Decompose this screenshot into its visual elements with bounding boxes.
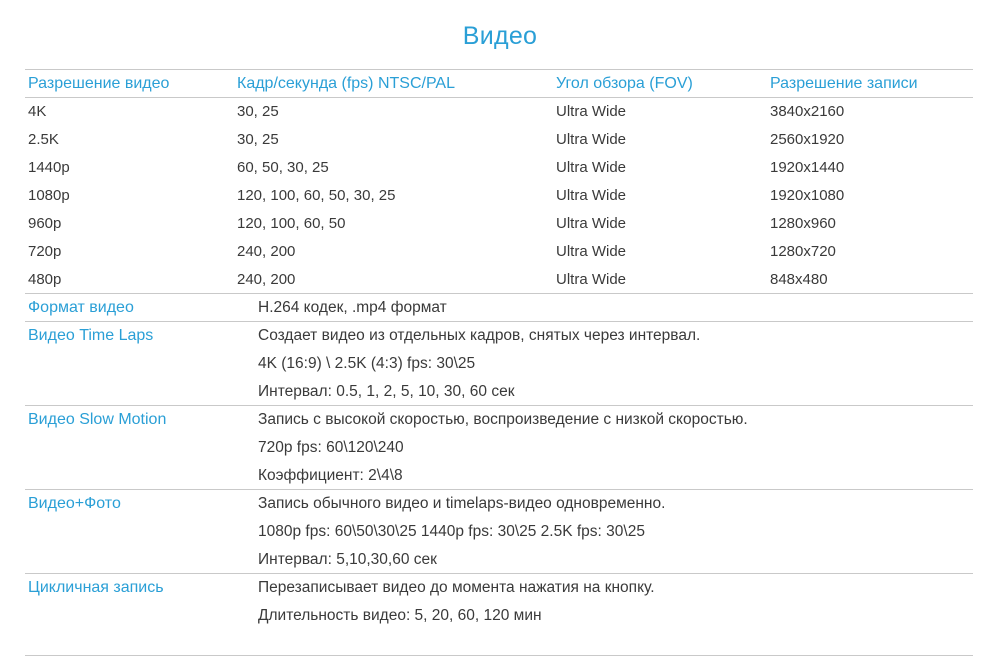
column-header: Угол обзора (FOV) (556, 75, 693, 92)
table-cell: Ultra Wide (556, 243, 627, 260)
table-cell: 3840x2160 (770, 103, 845, 120)
table-cell: 240, 200 (237, 243, 296, 260)
spec-value: Запись с высокой скоростью, воспроизведение с низкой скоростью. (258, 411, 748, 428)
table-cell: 1920x1440 (770, 159, 845, 176)
table-cell: Ultra Wide (556, 103, 627, 120)
page-title: Видео (462, 22, 538, 50)
table-cell: 848x480 (770, 271, 828, 288)
spec-value: 4K (16:9) \ 2.5K (4:3) fps: 30\25 (258, 355, 476, 372)
table-cell: 1280x720 (770, 243, 836, 260)
table-cell: Ultra Wide (556, 215, 627, 232)
table-cell: 960p (28, 215, 62, 232)
spec-label: Формат видео (28, 299, 134, 316)
table-row (25, 154, 973, 182)
table-cell: Ultra Wide (556, 271, 627, 288)
spec-value: Интервал: 0.5, 1, 2, 5, 10, 30, 60 сек (258, 383, 515, 400)
divider (25, 655, 973, 656)
table-row (25, 126, 973, 154)
table-row (25, 182, 973, 210)
spec-label: Видео Slow Motion (28, 411, 167, 428)
spec-value: 720p fps: 60\120\240 (258, 439, 404, 456)
spec-value: 1080p fps: 60\50\30\25 1440p fps: 30\25 2.5K fps: 30\25 (258, 523, 645, 540)
spec-value: H.264 кодек, .mp4 формат (258, 299, 447, 316)
spec-value: Длительность видео: 5, 20, 60, 120 мин (258, 607, 542, 624)
table-cell: Ultra Wide (556, 187, 627, 204)
spec-value: Создает видео из отдельных кадров, снятых через интервал. (258, 327, 701, 344)
spec-label: Видео Time Laps (28, 327, 154, 344)
table-cell: 1440p (28, 159, 70, 176)
resolution-table (25, 70, 973, 294)
column-header: Кадр/секунда (fps) NTSC/PAL (237, 75, 455, 92)
table-cell: 1280x960 (770, 215, 836, 232)
table-cell: 2560x1920 (770, 131, 845, 148)
table-cell: 240, 200 (237, 271, 296, 288)
spec-label: Видео+Фото (28, 495, 121, 512)
table-header-row (25, 70, 973, 98)
table-cell: 120, 100, 60, 50, 30, 25 (237, 187, 396, 204)
table-row (25, 238, 973, 266)
table-cell: 4K (28, 103, 47, 120)
table-cell: 120, 100, 60, 50 (237, 215, 346, 232)
spec-value: Интервал: 5,10,30,60 сек (258, 551, 437, 568)
table-row (25, 98, 973, 126)
table-cell: 1920x1080 (770, 187, 845, 204)
table-cell: Ultra Wide (556, 131, 627, 148)
spec-value: Коэффициент: 2\4\8 (258, 467, 403, 484)
table-cell: 2.5K (28, 131, 59, 148)
table-row (25, 266, 973, 294)
spec-label: Цикличная запись (28, 579, 164, 596)
spec-value: Запись обычного видео и timelaps-видео одновременно. (258, 495, 666, 512)
table-cell: 30, 25 (237, 131, 279, 148)
table-cell: Ultra Wide (556, 159, 627, 176)
table-cell: 720p (28, 243, 62, 260)
table-cell: 30, 25 (237, 103, 279, 120)
column-header: Разрешение видео (28, 75, 170, 92)
table-cell: 1080p (28, 187, 70, 204)
column-header: Разрешение записи (770, 75, 918, 92)
table-row (25, 210, 973, 238)
table-cell: 480p (28, 271, 62, 288)
spec-value: Перезаписывает видео до момента нажатия на кнопку. (258, 579, 655, 596)
table-cell: 60, 50, 30, 25 (237, 159, 329, 176)
